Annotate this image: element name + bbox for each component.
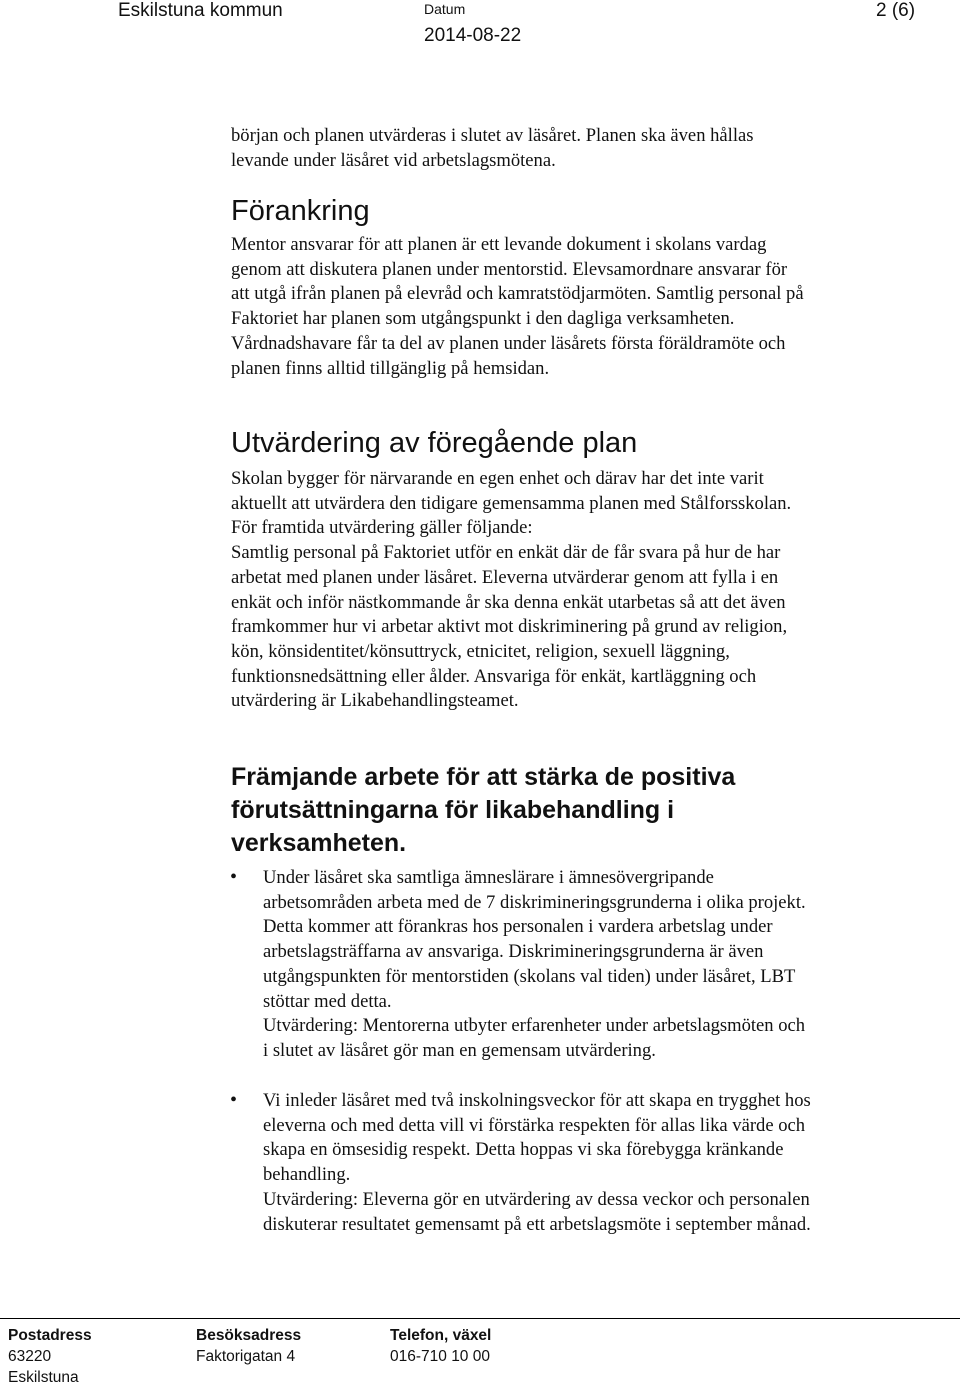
section-heading-utvardering: Utvärdering av föregående plan: [231, 427, 638, 459]
bullet-icon: •: [230, 1089, 238, 1111]
text-line: planen finns alltid tillgänglig på hemsidan.: [231, 357, 550, 379]
organization-name: Eskilstuna kommun: [118, 0, 283, 21]
intro-paragraph: [231, 124, 754, 173]
text-line: i slutet av läsåret gör man en gemensam utvärdering.: [263, 1039, 656, 1061]
text-line: Samtlig personal på Faktoriet utför en enkät där de får svara på hur de har: [231, 542, 781, 564]
text-line: framkommer hur vi arbetar aktivt mot diskriminering på grund av religion,: [231, 616, 788, 638]
text-line: arbetsområden arbeta med de 7 diskrimineringsgrunderna i olika projekt.: [263, 891, 806, 913]
footer-value: 63220: [8, 1348, 52, 1365]
text-line: kön, könsidentitet/könsuttryck, etnicitet, religion, sexuell läggning,: [231, 640, 730, 662]
text-line: funktionsnedsättning eller ålder. Ansvariga för enkät, kartläggning och: [231, 665, 757, 687]
footer-label: Telefon, växel: [390, 1327, 492, 1344]
heading-line: förutsättningarna för likabehandling i: [231, 796, 675, 824]
bullet-icon: •: [230, 866, 238, 888]
footer-label: Postadress: [8, 1327, 92, 1344]
text-line: arbetslagsträffarna av ansvariga. Diskrimineringsgrunderna är även: [263, 941, 764, 963]
footer-value: 016-710 10 00: [390, 1348, 490, 1365]
heading-line: verksamheten.: [231, 829, 407, 857]
utvardering-paragraph: [231, 467, 791, 714]
date-label: Datum: [424, 1, 466, 17]
text-line: stöttar med detta.: [263, 990, 392, 1012]
text-line: Utvärdering: Mentorerna utbyter erfarenheter under arbetslagsmöten och: [263, 1015, 806, 1037]
text-line: Faktoriet har planen som utgångspunkt i den dagliga verksamheten.: [231, 308, 735, 330]
text-line: Utvärdering: Eleverna gör en utvärdering av dessa veckor och personalen: [263, 1188, 810, 1210]
heading-line: Främjande arbete för att stärka de positiva: [231, 763, 736, 791]
text-line: att utgå ifrån planen på elevråd och kamratstödjarmöten. Samtlig personal på: [231, 283, 804, 305]
text-line: Vi inleder läsåret med två inskolningsveckor för att skapa en trygghet hos: [263, 1090, 811, 1111]
text-line: aktuellt att utvärdera den tidigare gemensamma planen med Stålforsskolan.: [231, 492, 792, 514]
footer-value: Eskilstuna: [8, 1369, 79, 1386]
text-line: utgångspunkten för mentorstiden (skolans val tiden) under läsåret, LBT: [263, 965, 796, 987]
text-line: genom att diskutera planen under mentorstid. Elevsamordnare ansvarar för: [231, 258, 788, 280]
text-line: Detta kommer att förankras hos personalen i vardera arbetslag under: [263, 916, 773, 938]
footer-label: Besöksadress: [196, 1327, 302, 1344]
page-number: 2 (6): [876, 0, 916, 21]
date-value: 2014-08-22: [424, 25, 522, 46]
text-line: utvärdering är Likabehandlingsteamet.: [231, 690, 519, 712]
text-line: diskuterar resultatet gemensamt på ett arbetslagsmöte i september månad.: [263, 1213, 811, 1235]
text-line: arbetat med planen under läsåret. Eleverna utvärderar genom att fylla i en: [231, 566, 779, 588]
text-line: Vårdnadshavare får ta del av planen under läsårets första föräldramöte och: [231, 332, 786, 354]
footer-value: Faktorigatan 4: [196, 1348, 296, 1365]
text-line: Skolan bygger för närvarande en egen enhet och därav har det inte varit: [231, 468, 764, 489]
text-line: Mentor ansvarar för att planen är ett levande dokument i skolans vardag: [231, 234, 767, 255]
text-line: enkät och inför nästkommande år ska denna enkät utarbetas så att det även: [231, 591, 786, 613]
text-line: skapa en ömsesidig respekt. Detta hoppas vi ska förebygga kränkande: [263, 1139, 784, 1161]
text-line: eleverna och med detta vill vi förstärka respekten för allas lika värde och: [263, 1114, 806, 1136]
bullet-text: [263, 866, 806, 1064]
bullet-text: [263, 1089, 811, 1237]
footer-divider: [0, 1318, 960, 1319]
section-heading-framjande: [231, 761, 735, 860]
text-line: För framtida utvärdering gäller följande:: [231, 517, 533, 539]
footer-besoksadress: [196, 1325, 301, 1367]
text-line: början och planen utvärderas i slutet av läsåret. Planen ska även hållas: [231, 125, 754, 146]
text-line: levande under läsåret vid arbetslagsmötena.: [231, 149, 556, 171]
text-line: Under läsåret ska samtliga ämneslärare i ämnesövergripande: [263, 867, 714, 888]
text-line: behandling.: [263, 1164, 351, 1186]
footer-telefon: [390, 1325, 491, 1367]
forankring-paragraph: [231, 233, 804, 381]
footer-postadress: [8, 1325, 92, 1388]
section-heading-forankring: Förankring: [231, 195, 370, 227]
